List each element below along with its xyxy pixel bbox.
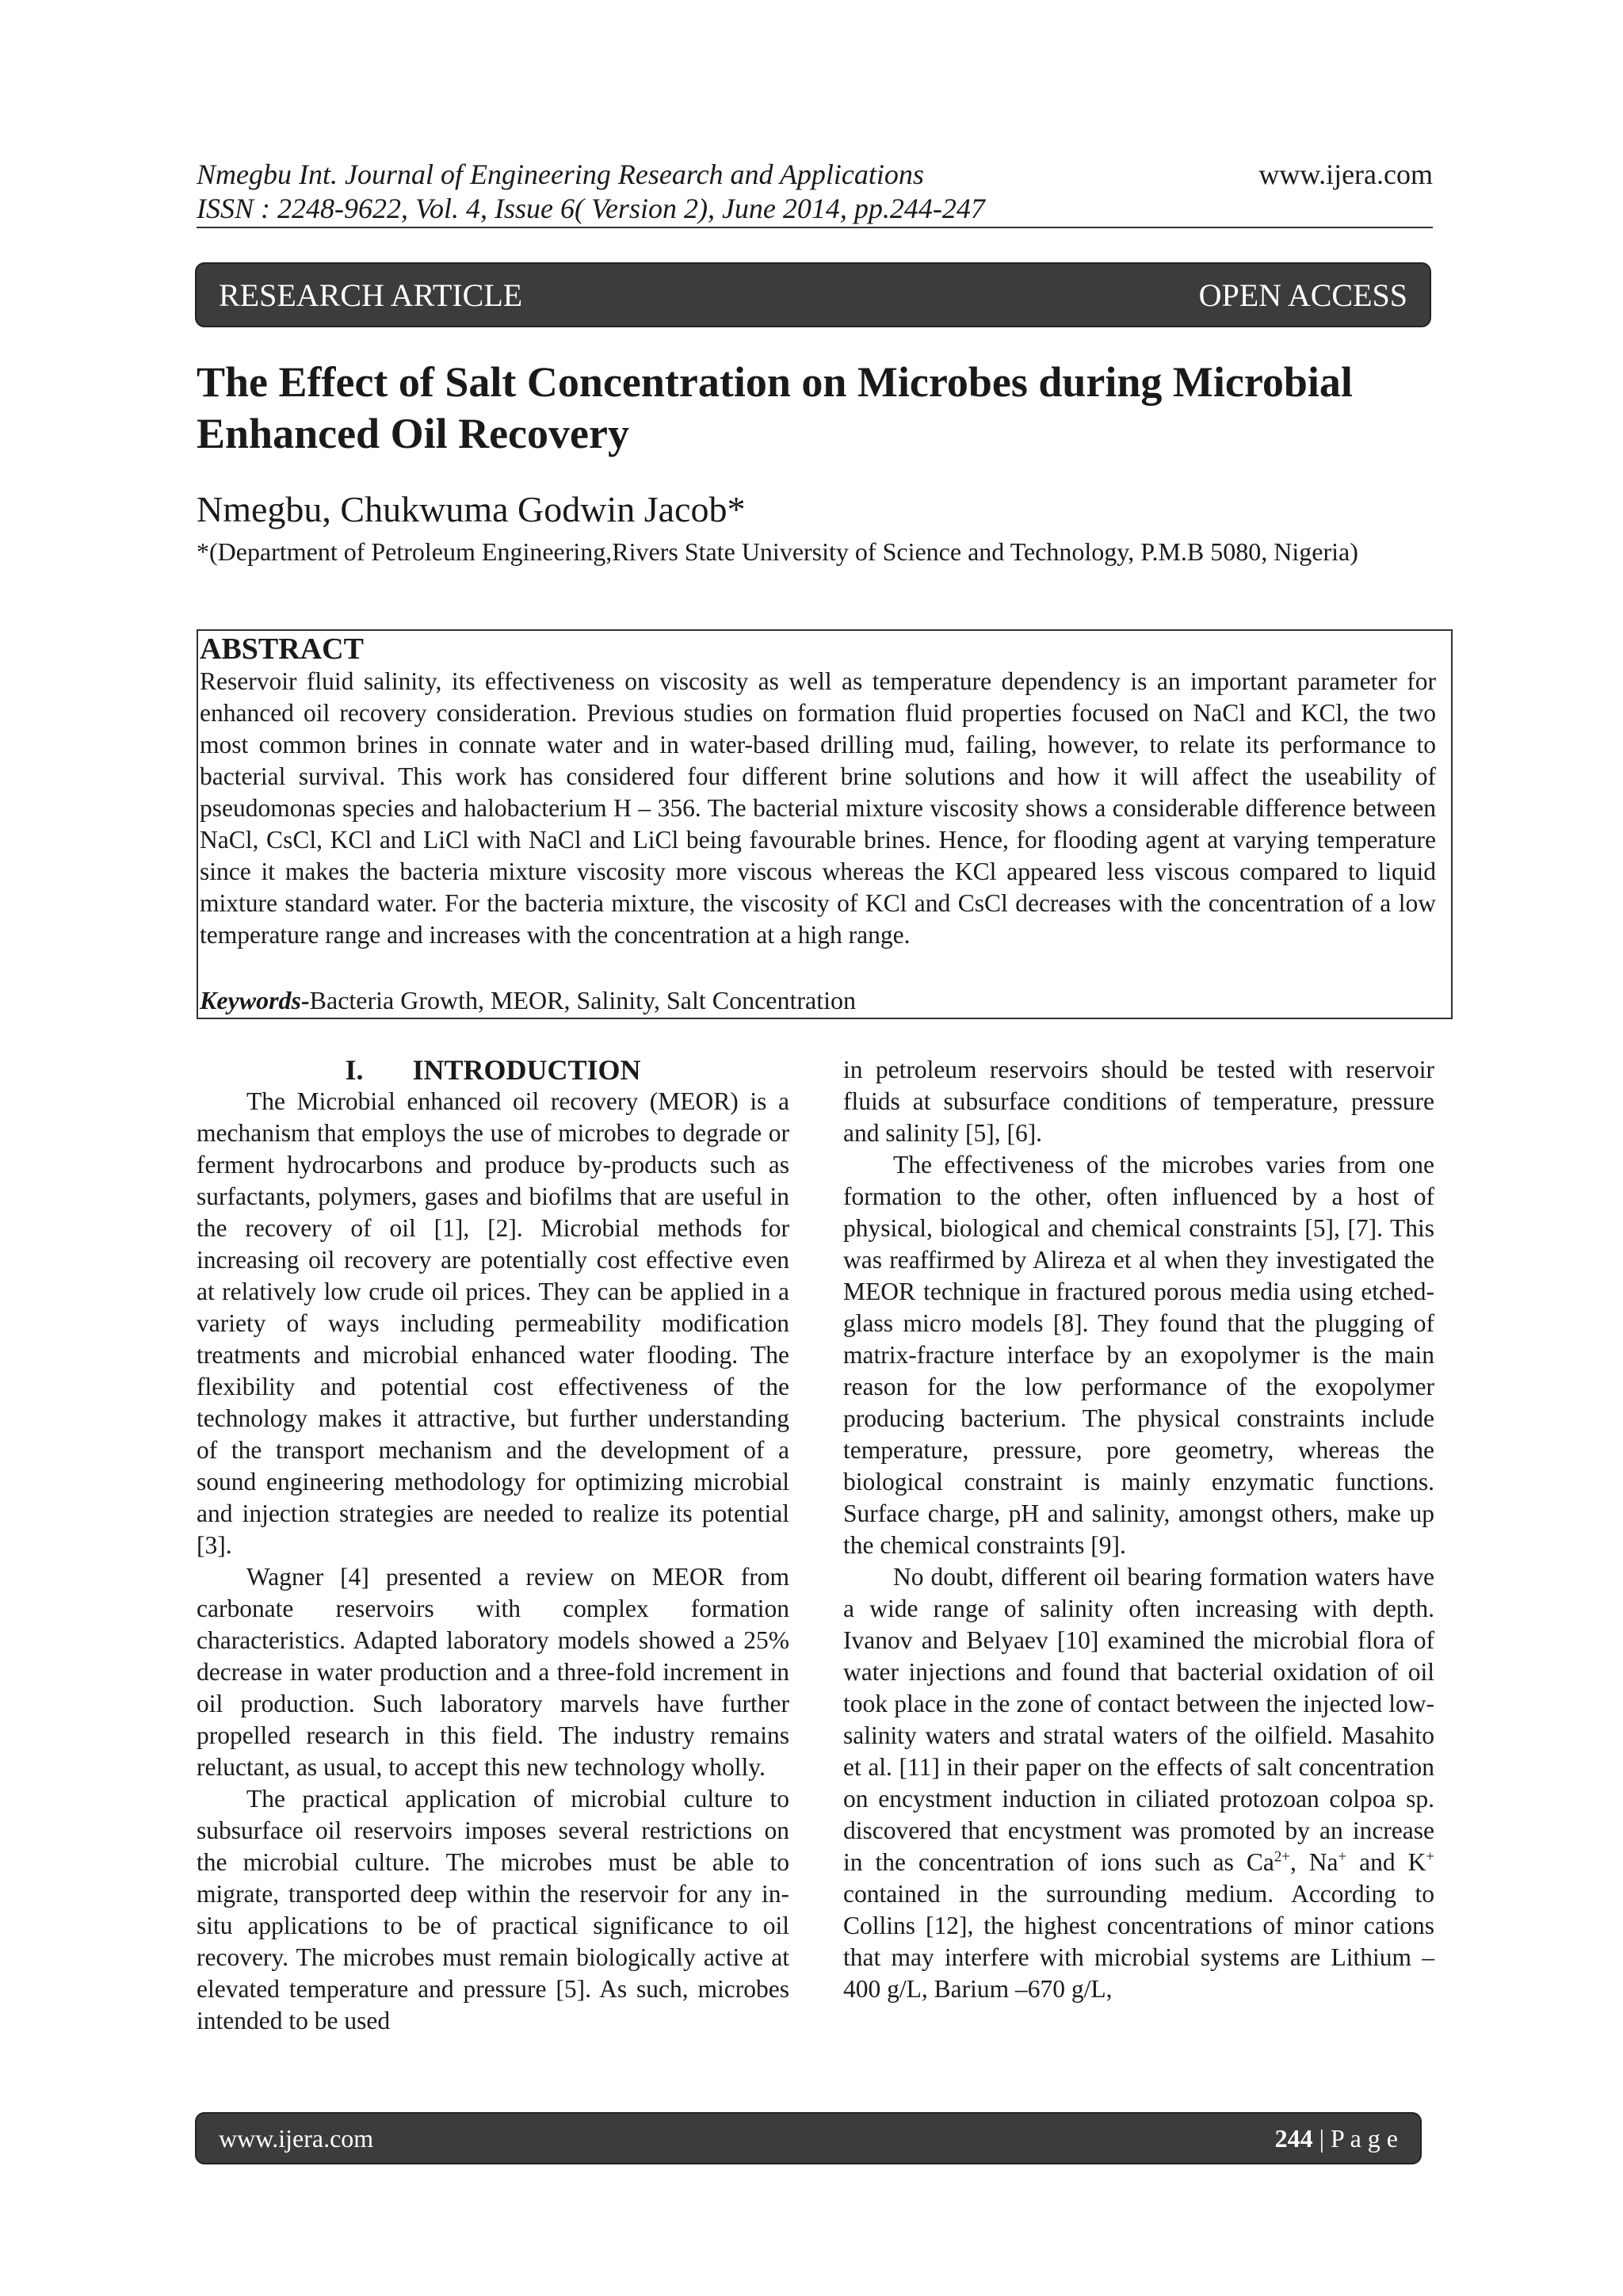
paragraph-text: and K bbox=[1346, 1848, 1426, 1876]
paragraph-text: No doubt, different oil bearing formation waters have a wide range of salinity often increasing with depth. Ivanov and Belyaev [10] examined the microbial flora of water injections and found that bacterial oxidation of oil took place in the zone of contact between the injected low-salinity waters and stratal waters of the oilfield. Masahito et al. [11] in their paper on the effects of salt concentration on encystment induction in ciliated protozoan colpoa sp. discovered that encystment was promoted by an increase in the concentration of ions such as Ca bbox=[843, 1563, 1434, 1876]
page-footer bbox=[197, 2114, 1420, 2163]
page-label: | P a g e bbox=[1312, 2123, 1398, 2153]
paragraph: in petroleum reservoirs should be tested with reservoir fluids at subsurface conditions of temperature, pressure and salinity [5], [6]. bbox=[843, 1056, 1434, 1147]
section-title: INTRODUCTION bbox=[412, 1054, 641, 1086]
keywords-label: Keywords- bbox=[200, 986, 310, 1014]
right-column bbox=[843, 1054, 1434, 2005]
paragraph: The Microbial enhanced oil recovery (MEOR) is a mechanism that employs the use of microbes to degrade or ferment hydrocarbons and produce by-products such as surfactants, polymers, gases and biofilms that are useful in the recovery of oil [1], [2]. Microbial methods for increasing oil recovery are potentially cost effective even at relatively low crude oil prices. They can be applied in a variety of ways including permeability modification treatments and microbial enhanced water flooding. The flexibility and potential cost effectiveness of the technology makes it attractive, but further understanding of the transport mechanism and the development of a sound engineering methodology for optimizing microbial and injection strategies are needed to realize its potential [3]. bbox=[197, 1087, 789, 1559]
journal-name: Nmegbu Int. Journal of Engineering Research and Applications bbox=[197, 159, 924, 190]
footer-url[interactable]: www.ijera.com bbox=[219, 2123, 374, 2153]
superscript: + bbox=[1426, 1848, 1434, 1866]
keywords-line bbox=[200, 984, 856, 1016]
section-heading bbox=[197, 1054, 789, 1086]
keywords-text: Bacteria Growth, MEOR, Salinity, Salt Concentration bbox=[309, 986, 857, 1014]
paragraph: The practical application of microbial culture to subsurface oil reservoirs imposes several restrictions on the microbial culture. The microbes must be able to migrate, transported deep within the reservoir for any in-situ applications to be of practical significance to oil recovery. The microbes must remain biologically active at elevated temperature and pressure [5]. As such, microbes intended to be used bbox=[197, 1785, 789, 2034]
journal-url[interactable]: www.ijera.com bbox=[1258, 159, 1433, 190]
header-rule bbox=[197, 227, 1433, 228]
superscript: + bbox=[1338, 1848, 1347, 1866]
paragraph bbox=[843, 1561, 1434, 2005]
paragraph: Wagner [4] presented a review on MEOR from carbonate reservoirs with complex formation characteristics. Adapted laboratory models showed a 25% decrease in water production and a three-fold increment in oil production. Such laboratory marvels have further propelled research in this field. The industry remains reluctant, as usual, to accept this new technology wholly. bbox=[197, 1563, 789, 1781]
page-indicator bbox=[1275, 2124, 1398, 2153]
article-banner bbox=[197, 264, 1430, 326]
superscript: 2+ bbox=[1274, 1848, 1290, 1866]
research-article-label: RESEARCH ARTICLE bbox=[219, 277, 523, 313]
left-column bbox=[197, 1054, 789, 2037]
paragraph-text: , Na bbox=[1289, 1848, 1338, 1876]
author-name: Nmegbu, Chukwuma Godwin Jacob* bbox=[197, 489, 746, 529]
paragraph-text: contained in the surrounding medium. According to Collins [12], the highest concentrations of minor cations that may interfere with microbial systems are Lithium – 400 g/L, Barium –670 g/L, bbox=[843, 1880, 1434, 2003]
paragraph: The effectiveness of the microbes varies from one formation to the other, often influenced by a host of physical, biological and chemical constraints [5], [7]. This was reaffirmed by Alireza et al when they investigated the MEOR technique in fractured porous media using etched-glass micro models [8]. They found that the plugging of matrix-fracture interface by an exopolymer is the main reason for the low performance of the exopolymer producing bacterium. The physical constraints include temperature, pressure, pore geometry, whereas the biological constraint is mainly enzymatic functions. Surface charge, pH and salinity, amongst others, make up the chemical constraints [9]. bbox=[843, 1151, 1434, 1559]
section-number: I. bbox=[345, 1054, 364, 1086]
open-access-label: OPEN ACCESS bbox=[1198, 277, 1407, 313]
abstract-text: Reservoir fluid salinity, its effectiveness on viscosity as well as temperature dependency is an important parameter for enhanced oil recovery consideration. Previous studies on formation fluid properties focused on NaCl and KCl, the two most common brines in connate water and in water-based drilling mud, failing, however, to relate its performance to bacterial survival. This work has considered four different brine solutions and how it will affect the useability of pseudomonas species and halobacterium H – 356. The bacterial mixture viscosity shows a considerable difference between NaCl, CsCl, KCl and LiCl with NaCl and LiCl being favourable brines. Hence, for flooding agent at varying temperature since it makes the bacteria mixture viscosity more viscous whereas the KCl appeared less viscous compared to liquid mixture standard water. For the bacteria mixture, the viscosity of KCl and CsCl decreases with the concentration of a low temperature range and increases with the concentration at a high range. bbox=[200, 667, 1436, 949]
page-number: 244 bbox=[1274, 2123, 1313, 2153]
abstract-heading: ABSTRACT bbox=[200, 632, 364, 666]
author-affiliation: *(Department of Petroleum Engineering,Rivers State University of Science and Technology, P.M.B 5080, Nigeria) bbox=[197, 537, 1358, 566]
issn-line: ISSN : 2248-9622, Vol. 4, Issue 6( Version 2), June 2014, pp.244-247 bbox=[197, 193, 985, 224]
paper-title: The Effect of Salt Concentration on Microbes during Microbial Enhanced Oil Recovery bbox=[197, 358, 1353, 457]
